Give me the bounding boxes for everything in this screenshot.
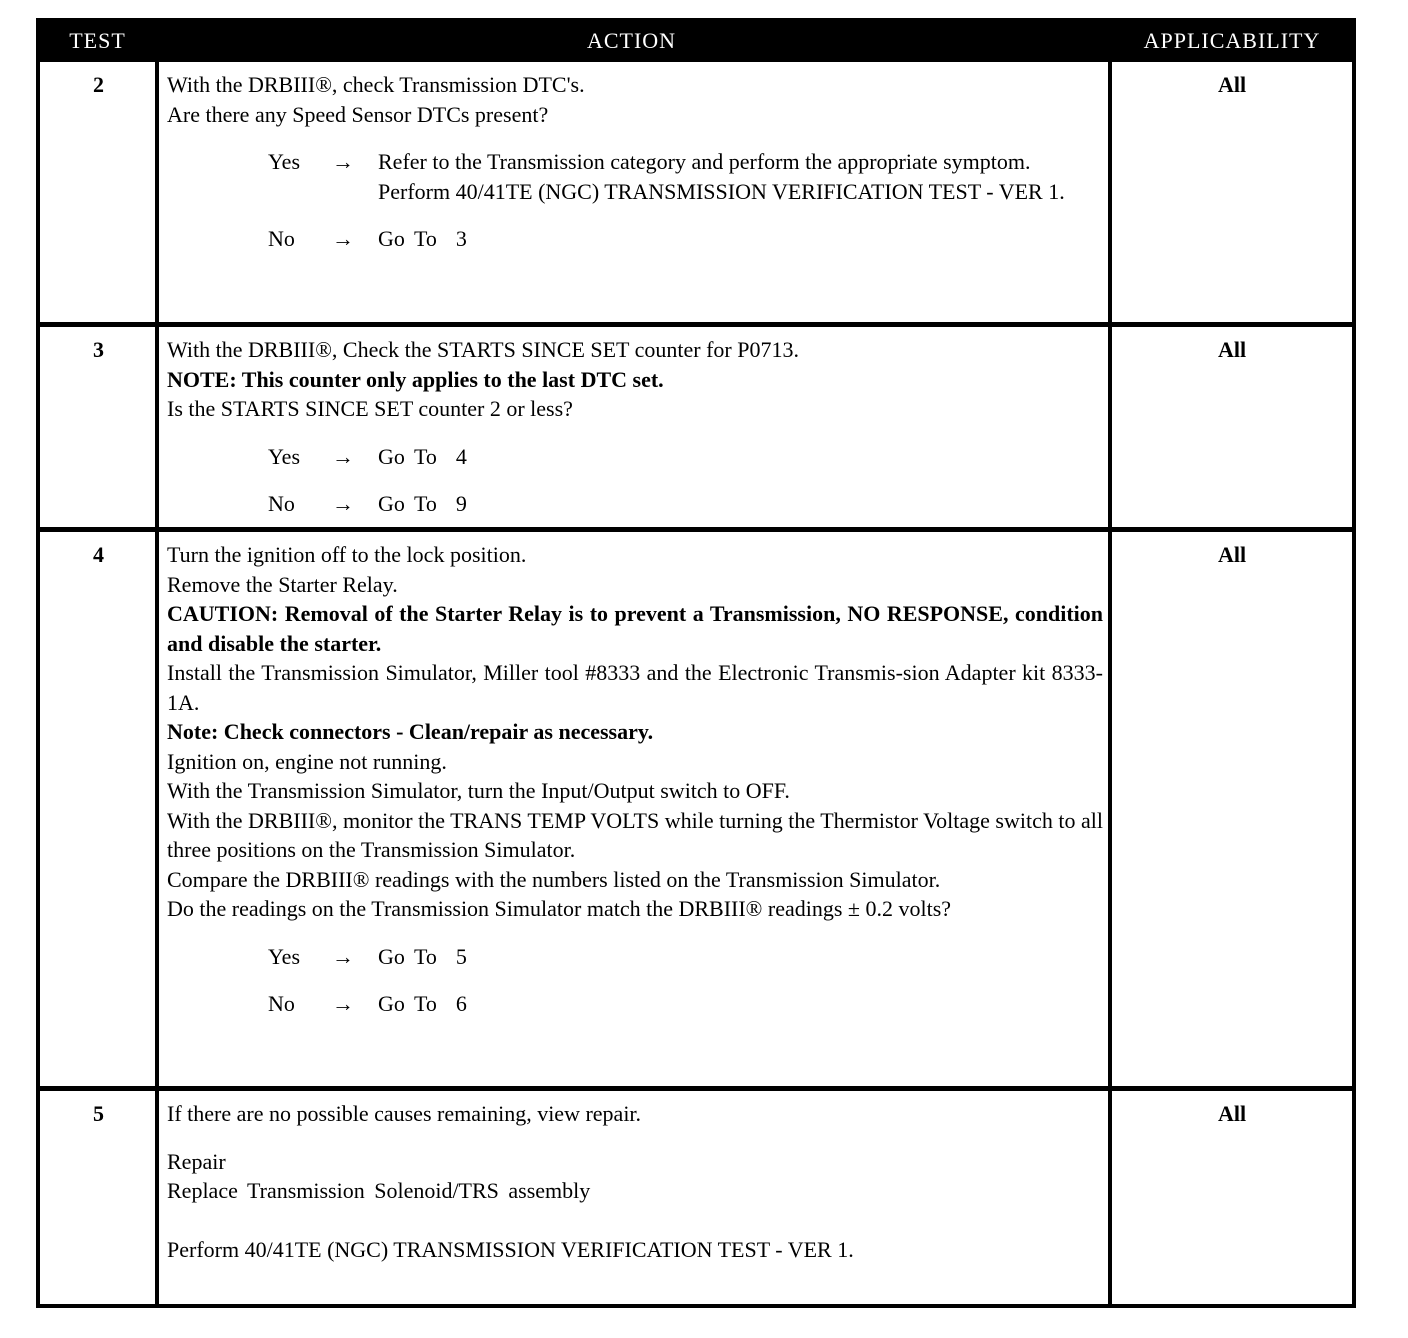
action-text: With the DRBIII®, monitor the TRANS TEMP VOLTS while turning the Thermistor Voltage switch to all three positions on the Transmission Simulator. (167, 807, 1103, 862)
header-action: ACTION (586, 28, 677, 53)
action-text: Turn the ignition off to the lock position. (167, 542, 527, 567)
no-answer (167, 489, 1103, 519)
header-applicability: APPLICABILITY (1143, 28, 1321, 53)
arrow-icon: → (332, 226, 354, 251)
applicability-cell: All (1217, 542, 1247, 567)
test-number: 4 (93, 542, 104, 567)
header-test: TEST (69, 28, 126, 53)
repair-text: Perform 40/41TE (NGC) TRANSMISSION VERIFICATION TEST - VER 1. (167, 1236, 854, 1262)
table-row (40, 62, 1352, 322)
table-header (40, 22, 1352, 62)
no-label: No (268, 226, 295, 251)
no-label: No (268, 491, 295, 516)
action-text: Do the readings on the Transmission Simulator match the DRBIII® readings ± 0.2 volts? (167, 896, 952, 921)
action-text: Compare the DRBIII® readings with the numbers listed on the Transmission Simulator. (167, 866, 941, 892)
test-number: 3 (93, 337, 104, 362)
no-result: Go To 9 (378, 491, 467, 516)
repair-text: Replace Transmission Solenoid/TRS assembly (167, 1178, 591, 1203)
yes-answer (167, 942, 1103, 972)
table-row (40, 1091, 1352, 1304)
action-text: Are there any Speed Sensor DTCs present? (167, 101, 549, 127)
no-result: Go To 3 (378, 226, 467, 251)
diagnostic-table (36, 18, 1356, 1308)
yes-label: Yes (268, 943, 301, 969)
arrow-icon: → (332, 443, 354, 469)
arrow-icon: → (332, 943, 354, 969)
applicability-cell: All (1217, 337, 1247, 362)
action-text: Remove the Starter Relay. (167, 571, 398, 597)
yes-result (378, 147, 1103, 206)
yes-answer (167, 442, 1103, 472)
result-text: Perform 40/41TE (NGC) TRANSMISSION VERIFICATION TEST - VER 1. (378, 178, 1065, 204)
action-text: With the Transmission Simulator, turn the Input/Output switch to OFF. (167, 778, 790, 803)
action-text: Ignition on, engine not running. (167, 748, 447, 774)
no-label: No (268, 991, 295, 1016)
test-number: 2 (93, 72, 104, 97)
action-cell (167, 1099, 1103, 1264)
applicability-cell: All (1217, 72, 1247, 97)
caution-text: CAUTION: Removal of the Starter Relay is to prevent a Transmission, NO RESPONSE, condition and disable the starter. (167, 601, 1103, 656)
yes-result: Go To 5 (378, 943, 467, 969)
action-text: If there are no possible causes remaining, view repair. (167, 1101, 642, 1126)
table-row (40, 327, 1352, 527)
repair-label: Repair (167, 1148, 226, 1174)
yes-label: Yes (268, 443, 301, 469)
yes-label: Yes (268, 149, 301, 174)
note-text: Note: Check connectors - Clean/repair as necessary. (167, 719, 654, 744)
arrow-icon: → (332, 491, 354, 516)
yes-answer (167, 147, 1103, 206)
note-text: NOTE: This counter only applies to the last DTC set. (167, 366, 664, 392)
action-cell (167, 70, 1103, 254)
action-text: Is the STARTS SINCE SET counter 2 or less? (167, 396, 573, 421)
action-text: Install the Transmission Simulator, Miller tool #8333 and the Electronic Transmis-sion Adapter kit 8333-1A. (167, 660, 1103, 715)
action-cell (167, 335, 1103, 519)
yes-result: Go To 4 (378, 443, 467, 469)
applicability-cell: All (1217, 1101, 1247, 1126)
action-text: With the DRBIII®, check Transmission DTC's. (167, 72, 585, 97)
table-row (40, 532, 1352, 1086)
no-answer (167, 989, 1103, 1019)
action-cell (167, 540, 1103, 1019)
arrow-icon: → (332, 149, 354, 174)
no-result: Go To 6 (378, 991, 467, 1016)
test-number: 5 (93, 1101, 104, 1126)
no-answer (167, 224, 1103, 254)
arrow-icon: → (332, 991, 354, 1016)
action-text: With the DRBIII®, Check the STARTS SINCE SET counter for P0713. (167, 337, 799, 362)
result-text: Refer to the Transmission category and perform the appropriate symptom. (378, 149, 1031, 174)
